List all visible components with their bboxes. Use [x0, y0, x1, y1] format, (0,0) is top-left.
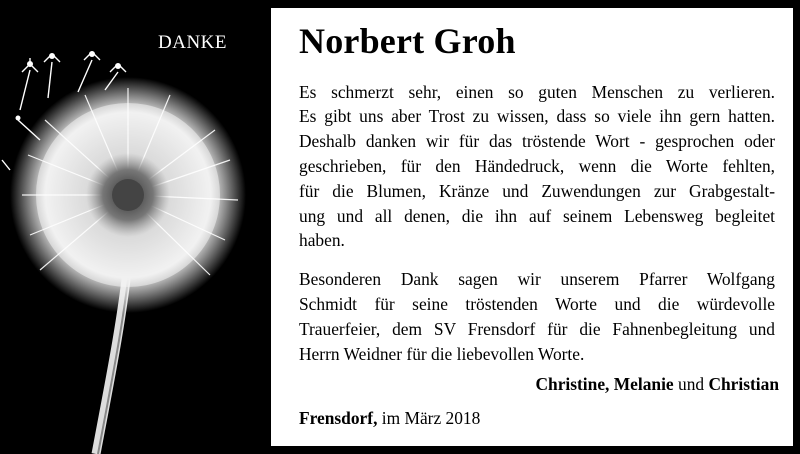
text-line: Es schmerzt sehr, einen so guten Menschen zu verlieren. [299, 81, 775, 102]
text-line: Trauerfeier, dem SV Frensdorf für die Fahnenbegleitung und [299, 318, 775, 339]
signature-name: Christian [708, 374, 779, 394]
signature-conjunction: und [678, 374, 705, 394]
place-date [299, 408, 480, 429]
image-panel [0, 0, 270, 454]
paragraph-special-thanks [299, 267, 775, 366]
text-line: für die Blumen, Kränze und Zuwendungen zur Grabgestalt- [299, 180, 775, 201]
text-line: Schmidt für seine tröstenden Worte und die würdevolle [299, 293, 775, 314]
text-line: Herrn Weidner für die liebevollen Worte. [299, 343, 585, 364]
signature-name: Christine, [535, 374, 610, 394]
text-line: ung und all denen, die ihn auf seinem Lebensweg begleitet [299, 205, 775, 226]
text-line: Besonderen Dank sagen wir unserem Pfarrer Wolfgang [299, 269, 775, 290]
text-line: geschrieben, für den Händedruck, wenn die Worte fehlten, [299, 155, 775, 176]
place-date-text: im März 2018 [381, 408, 481, 428]
deceased-name: Norbert Groh [299, 21, 516, 61]
place-town: Frensdorf, [299, 408, 378, 428]
text-line: haben. [299, 230, 345, 251]
danke-label: DANKE [158, 32, 227, 53]
signature-name: Melanie [613, 374, 674, 394]
paragraph-gratitude [299, 80, 775, 254]
dandelion-icon [0, 0, 270, 454]
text-line: Es gibt uns aber Trost zu wissen, dass so viele ihn gern hatten. [299, 106, 775, 127]
text-card [271, 8, 793, 446]
text-line: Deshalb danken wir für das tröstende Wort - gesprochen oder [299, 131, 775, 152]
signature [535, 374, 779, 395]
